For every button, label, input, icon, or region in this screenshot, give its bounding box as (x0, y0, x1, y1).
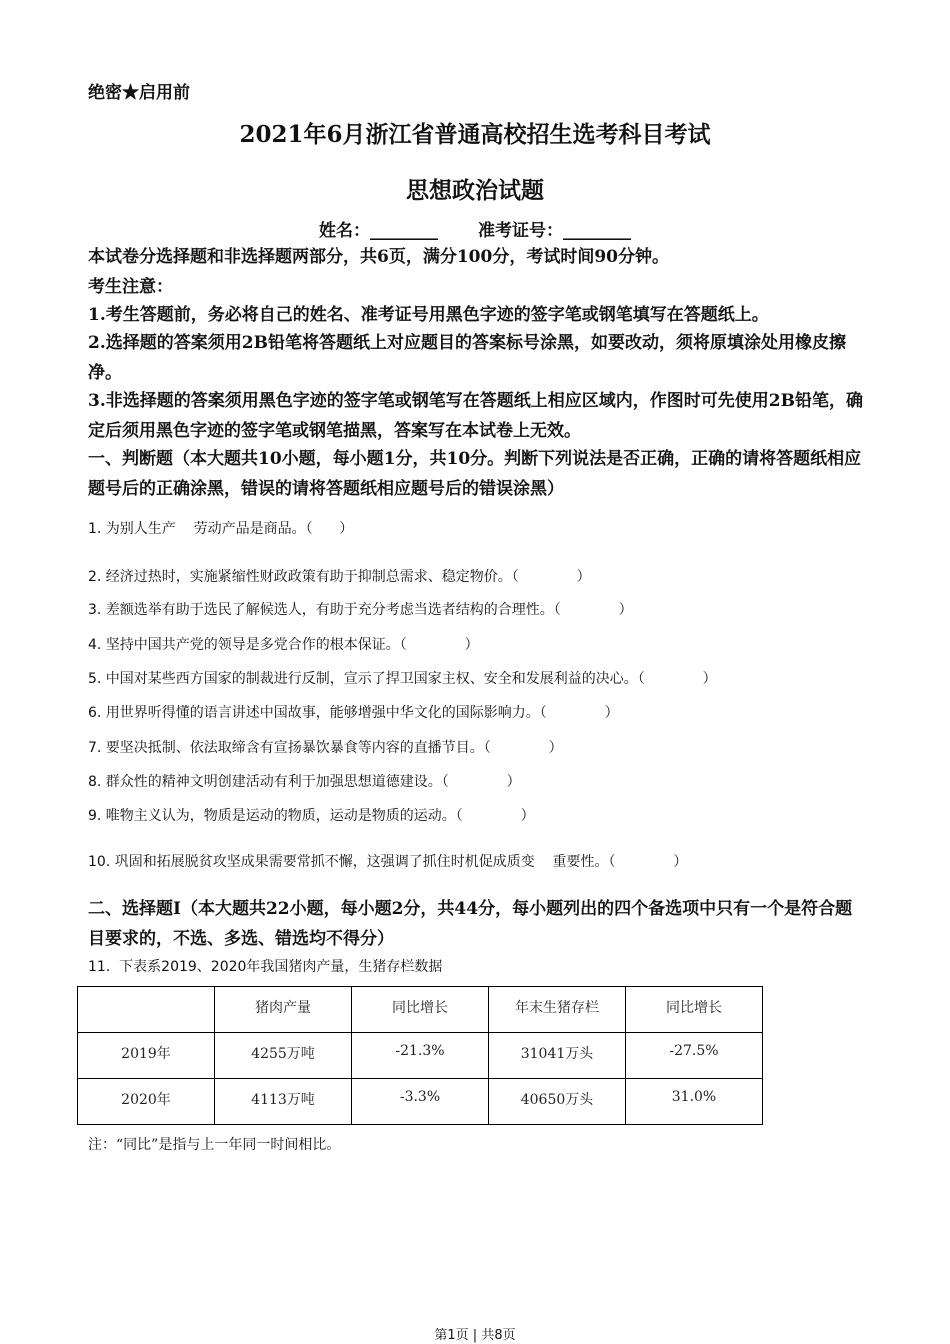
pork-production-table (77, 986, 763, 1125)
question-6: 6. 用世界听得懂的语言讲述中国故事，能够增强中华文化的国际影响力。（ ） (88, 705, 619, 721)
notice-item-3: 3.非选择题的答案须用黑色字迹的签字笔或钢笔写在答题纸上相应区域内，作图时可先使用2B铅笔，确定后须用黑色字迹的签字笔或钢笔描黑，答案写在本试卷上无效。 (88, 391, 863, 441)
exam-description: 本试卷分选择题和非选择题两部分，共6页，满分100分，考试时间90分钟。 (88, 247, 669, 267)
table-cell: 2020年 (78, 1079, 215, 1125)
name-field-label: 姓名：________ (319, 221, 438, 241)
table-cell: -3.3% (352, 1079, 489, 1125)
table-cell: 同比增长 (352, 987, 489, 1033)
exam-title: 2021年6月浙江省普通高校招生选考科目考试 (239, 121, 711, 148)
section-2-heading: 二、选择题I（本大题共22小题，每小题2分，共44分，每小题列出的四个备选项中只有一个是符合题目要求的，不选、多选、错选均不得分） (88, 899, 853, 949)
notice-item-1: 1.考生答题前，务必将自己的姓名、准考证号用黑色字迹的签字笔或钢笔填写在答题纸上。 (88, 305, 769, 325)
table-cell: 40650万头 (489, 1079, 626, 1125)
table-cell: 4113万吨 (215, 1079, 352, 1125)
table-note: 注：“同比”是指与上一年同一时间相比。 (88, 1137, 341, 1153)
table-cell: 同比增长 (626, 987, 763, 1033)
table-cell: 31.0% (626, 1079, 763, 1125)
question-10: 10. 巩固和拓展脱贫攻坚成果需要常抓不懈，这强调了抓住时机促成质变 重要性。（ ） (88, 854, 688, 870)
table-cell: 猪肉产量 (215, 987, 352, 1033)
table-cell: 年末生猪存栏 (489, 987, 626, 1033)
question-8: 8. 群众性的精神文明创建活动有利于加强思想道德建设。（ ） (88, 774, 521, 790)
question-9: 9. 唯物主义认为，物质是运动的物质，运动是物质的运动。（ ） (88, 808, 535, 824)
question-11: 11. 下表系2019、2020年我国猪肉产量，生猪存栏数据 (88, 959, 443, 975)
notice-item-2: 2.选择题的答案须用2B铅笔将答题纸上对应题目的答案标号涂黑，如要改动，须将原填涂处用橡皮擦净。 (88, 333, 846, 383)
table-cell: 2019年 (78, 1033, 215, 1079)
page-number: 第1页 | 共8页 (434, 1328, 516, 1343)
question-3: 3. 差额选举有助于选民了解候选人，有助于充分考虑当选者结构的合理性。（ ） (88, 602, 633, 618)
question-2: 2. 经济过热时，实施紧缩性财政政策有助于抑制总需求、稳定物价。（ ） (88, 569, 591, 585)
table-row (78, 1033, 763, 1079)
candidate-info-row (0, 216, 950, 241)
section-1-heading: 一、判断题（本大题共10小题，每小题1分，共10分。判断下列说法是否正确，正确的请将答题纸相应题号后的正确涂黑，错误的请将答题纸相应题号后的错误涂黑） (88, 449, 862, 499)
table-cell: -27.5% (626, 1033, 763, 1079)
exam-subject: 思想政治试题 (406, 177, 544, 204)
question-1: 1. 为别人生产 劳动产品是商品。（ ） (88, 521, 354, 537)
question-5: 5. 中国对某些西方国家的制裁进行反制，宣示了捍卫国家主权、安全和发展利益的决心。（ ） (88, 671, 717, 687)
question-7: 7. 要坚决抵制、依法取缔含有宣扬暴饮暴食等内容的直播节目。（ ） (88, 740, 563, 756)
table-cell (78, 987, 215, 1033)
table-cell: -21.3% (352, 1033, 489, 1079)
question-4: 4. 坚持中国共产党的领导是多党合作的根本保证。（ ） (88, 637, 479, 653)
table-cell: 4255万吨 (215, 1033, 352, 1079)
table-cell: 31041万头 (489, 1033, 626, 1079)
table-row (78, 1079, 763, 1125)
table-header-row (78, 987, 763, 1033)
id-field-label: 准考证号：________ (478, 221, 631, 241)
confidential-label: 绝密★启用前 (88, 83, 190, 103)
notice-title: 考生注意： (88, 277, 173, 297)
